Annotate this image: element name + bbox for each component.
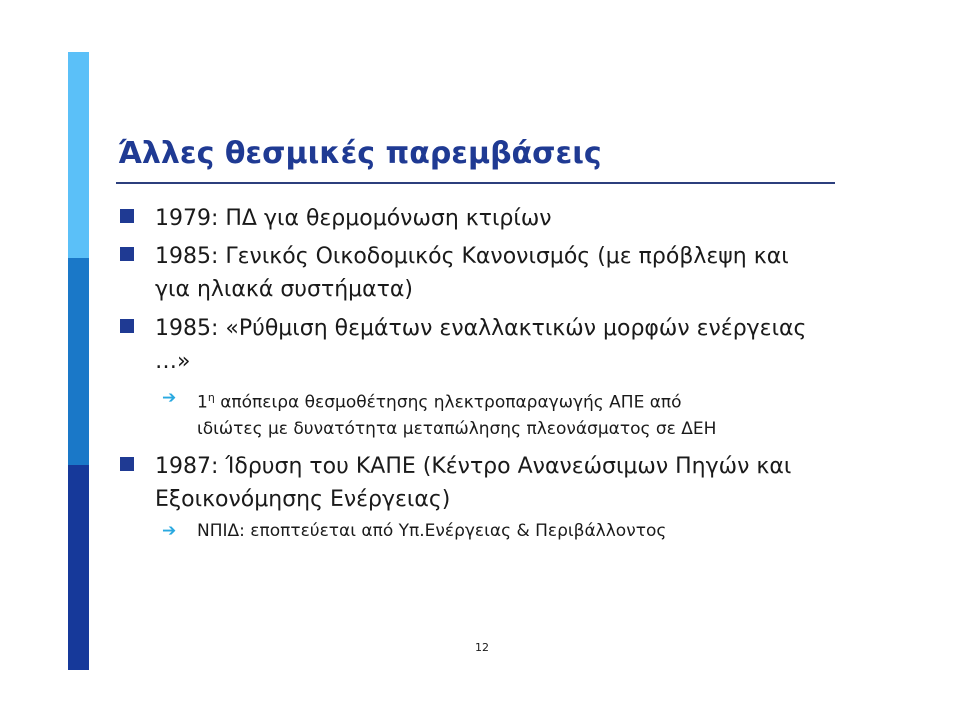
square-bullet-icon <box>120 209 134 223</box>
side-bar-light-segment <box>68 52 89 258</box>
page-number: 12 <box>475 641 489 654</box>
bullet-text: 1979: ΠΔ για θερμομόνωση κτιρίων <box>155 206 552 231</box>
sub-bullet-text <box>197 385 877 442</box>
side-bar-dark-segment <box>68 465 89 670</box>
bullet-text: 1985: «Ρύθμιση θεμάτων εναλλακτικών μορφών ενέργειας …» <box>155 316 807 374</box>
bullet-text: 1987: Ίδρυση του ΚΑΠΕ (Κέντρο Ανανεώσιμων Πηγών και Εξοικονόμησης Ενέργειας) <box>155 454 792 512</box>
slide-title: Άλλες θεσμικές παρεμβάσεις <box>118 136 602 171</box>
sub-bullet-line: ΝΠΙΔ: εποπτεύεται από Υπ.Ενέργειας & Περιβάλλοντος <box>197 521 667 541</box>
sub-bullet-line <box>197 385 877 416</box>
side-bar-mid-segment <box>68 258 89 465</box>
sub-bullet-line: ιδιώτες με δυνατότητα μεταπώλησης πλεονάσματος σε ΔΕΗ <box>197 418 717 439</box>
sub-bullet-text <box>197 518 877 544</box>
ordinal-superscript: η <box>207 391 215 404</box>
arrow-right-icon: ➔ <box>162 521 177 541</box>
bullet-text: 1985: Γενικός Οικοδομικός Κανονισμός (με πρόβλεψη και για ηλιακά συστήματα) <box>155 244 789 302</box>
sub-bullet-line-text: απόπειρα θεσμοθέτησης ηλεκτροπαραγωγής ΑΠΕ από <box>214 392 682 413</box>
square-bullet-icon <box>120 319 134 333</box>
title-underline <box>116 182 835 184</box>
arrow-right-icon: ➔ <box>162 388 177 408</box>
square-bullet-icon <box>120 247 134 261</box>
ordinal-number: 1 <box>197 392 208 413</box>
square-bullet-icon <box>120 457 134 471</box>
